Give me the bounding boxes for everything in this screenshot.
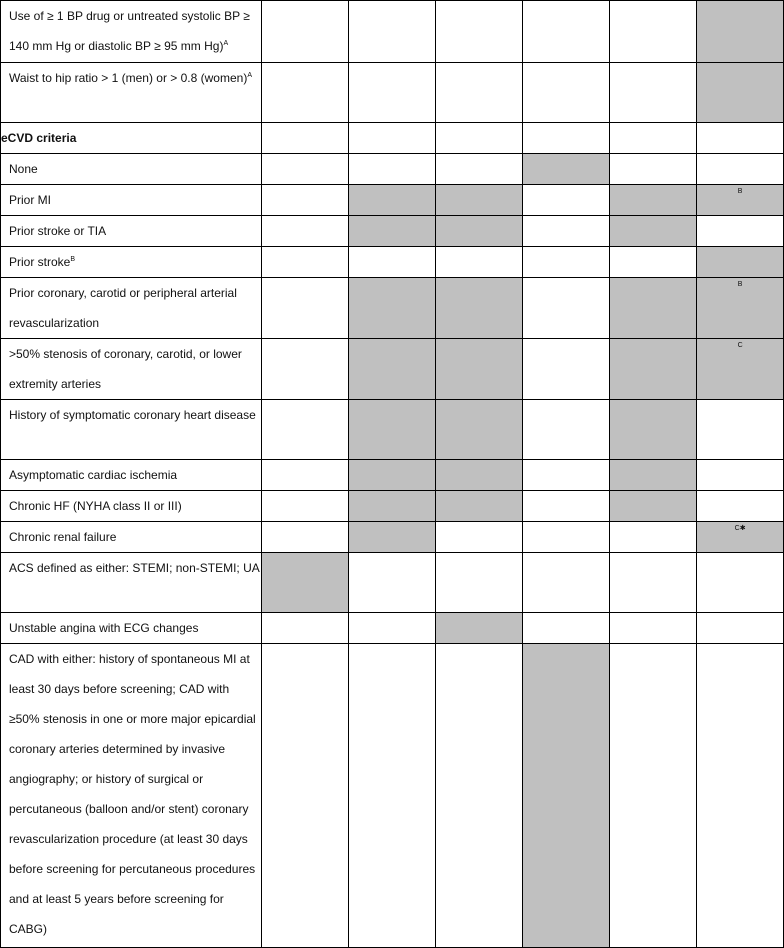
empty-cell [262, 613, 349, 644]
empty-cell [349, 1, 436, 63]
empty-cell [610, 1, 697, 63]
shaded-cell [697, 278, 784, 339]
empty-cell [522, 185, 610, 216]
criterion-label-cell [1, 491, 262, 522]
shaded-cell [610, 491, 697, 522]
criterion-label-cell [1, 185, 262, 216]
criterion-label [1, 185, 261, 215]
cell-footnote-marker: B [737, 281, 743, 288]
shaded-cell [435, 216, 522, 247]
criterion-text: Chronic renal failure [9, 530, 117, 544]
criterion-label-cell [1, 522, 262, 553]
empty-cell [262, 339, 349, 400]
empty-cell [435, 1, 522, 63]
criterion-label [1, 400, 261, 430]
criterion-label-cell [1, 339, 262, 400]
empty-cell [262, 123, 349, 154]
empty-cell [262, 216, 349, 247]
footnote-marker: A [223, 40, 229, 47]
criterion-label [1, 216, 261, 246]
empty-cell [262, 278, 349, 339]
empty-cell [349, 644, 436, 948]
empty-cell [697, 400, 784, 460]
criterion-label-cell [1, 553, 262, 613]
empty-cell [522, 123, 610, 154]
empty-cell [435, 154, 522, 185]
criterion-label-cell [1, 1, 262, 63]
shaded-cell [349, 491, 436, 522]
criterion-label [1, 247, 261, 277]
criterion-label [1, 278, 261, 338]
empty-cell [610, 247, 697, 278]
shaded-cell [610, 216, 697, 247]
shaded-cell [697, 185, 784, 216]
shaded-cell [262, 553, 349, 613]
table-row [1, 644, 784, 948]
empty-cell [435, 247, 522, 278]
table-row [1, 63, 784, 123]
criterion-text: Unstable angina with ECG changes [9, 621, 199, 635]
criterion-text: ACS defined as either: STEMI; non-STEMI; UA [9, 561, 260, 575]
empty-cell [697, 216, 784, 247]
criterion-text: eCVD criteria [1, 131, 77, 145]
criterion-text: History of symptomatic coronary heart disease [9, 408, 256, 422]
criterion-text: None [9, 162, 38, 176]
empty-cell [522, 63, 610, 123]
empty-cell [610, 644, 697, 948]
criterion-label [1, 553, 261, 583]
empty-cell [349, 247, 436, 278]
table-row [1, 247, 784, 278]
empty-cell [697, 123, 784, 154]
empty-cell [522, 247, 610, 278]
shaded-cell [349, 522, 436, 553]
shaded-cell [610, 400, 697, 460]
criterion-text: Asymptomatic cardiac ischemia [9, 468, 178, 482]
empty-cell [697, 553, 784, 613]
empty-cell [522, 1, 610, 63]
empty-cell [262, 63, 349, 123]
criterion-text: >50% stenosis of coronary, carotid, or lower extremity arteries [9, 347, 242, 391]
table-row [1, 460, 784, 491]
empty-cell [349, 613, 436, 644]
empty-cell [697, 460, 784, 491]
shaded-cell [610, 278, 697, 339]
shaded-cell [349, 339, 436, 400]
cell-footnote-marker: C [737, 342, 743, 349]
empty-cell [435, 522, 522, 553]
empty-cell [522, 613, 610, 644]
empty-cell [697, 154, 784, 185]
empty-cell [262, 400, 349, 460]
empty-cell [522, 491, 610, 522]
criterion-text: Prior MI [9, 193, 51, 207]
criterion-text: Prior coronary, carotid or peripheral arterial revascularization [9, 286, 237, 330]
footnote-marker: A [247, 72, 252, 79]
shaded-cell [610, 339, 697, 400]
empty-cell [349, 123, 436, 154]
shaded-cell [522, 154, 610, 185]
shaded-cell [435, 460, 522, 491]
empty-cell [349, 154, 436, 185]
shaded-cell [349, 278, 436, 339]
criterion-text: Waist to hip ratio > 1 (men) or > 0.8 (women) [9, 71, 248, 85]
criterion-text: Chronic HF (NYHA class II or III) [9, 499, 182, 513]
empty-cell [262, 1, 349, 63]
criterion-label [1, 63, 261, 93]
empty-cell [610, 63, 697, 123]
section-header [1, 123, 261, 153]
criterion-label [1, 339, 261, 399]
empty-cell [610, 553, 697, 613]
empty-cell [262, 522, 349, 553]
table-row [1, 1, 784, 63]
criterion-label-cell [1, 460, 262, 491]
criterion-label-cell [1, 247, 262, 278]
empty-cell [435, 63, 522, 123]
criterion-text: CAD with either: history of spontaneous MI at least 30 days before screening; CAD with ≥50% stenosis in one or more major epicardial coronary arteries determined by invasive angiography; or history of surgical or percutaneous (balloon and/or stent) coronary revascularization procedure (at least 30 days before screening for percutaneous procedures and at least 5 years before screening for CABG) [9, 652, 256, 936]
table-row [1, 339, 784, 400]
criterion-text: Prior stroke [9, 255, 71, 269]
shaded-cell [697, 63, 784, 123]
criterion-label [1, 460, 261, 490]
empty-cell [262, 644, 349, 948]
criterion-label-cell [1, 154, 262, 185]
footnote-marker: B [70, 256, 76, 263]
shaded-cell [435, 400, 522, 460]
shaded-cell [435, 491, 522, 522]
criteria-table-body [1, 1, 784, 948]
shaded-cell [349, 460, 436, 491]
criterion-label [1, 1, 261, 61]
empty-cell [262, 460, 349, 491]
empty-cell [697, 491, 784, 522]
table-row [1, 522, 784, 553]
table-row [1, 613, 784, 644]
empty-cell [697, 644, 784, 948]
cell-footnote-marker: B [737, 188, 743, 195]
empty-cell [262, 247, 349, 278]
empty-cell [349, 553, 436, 613]
shaded-cell [697, 247, 784, 278]
empty-cell [262, 185, 349, 216]
empty-cell [610, 154, 697, 185]
criterion-label [1, 644, 261, 944]
shaded-cell [349, 216, 436, 247]
criterion-label-cell [1, 400, 262, 460]
empty-cell [522, 278, 610, 339]
shaded-cell [435, 185, 522, 216]
table-row [1, 553, 784, 613]
table-row [1, 400, 784, 460]
empty-cell [522, 522, 610, 553]
empty-cell [435, 644, 522, 948]
criterion-label [1, 522, 261, 552]
empty-cell [697, 613, 784, 644]
empty-cell [262, 491, 349, 522]
criterion-text: Use of ≥ 1 BP drug or untreated systolic BP ≥ 140 mm Hg or diastolic BP ≥ 95 mm Hg) [9, 9, 250, 53]
cell-footnote-marker: C✱ [734, 525, 746, 532]
criterion-label [1, 491, 261, 521]
shaded-cell [610, 460, 697, 491]
empty-cell [522, 400, 610, 460]
shaded-cell [349, 400, 436, 460]
shaded-cell [697, 339, 784, 400]
empty-cell [262, 154, 349, 185]
criterion-label-cell [1, 63, 262, 123]
table-row [1, 185, 784, 216]
criterion-label-cell [1, 644, 262, 948]
criterion-text: Prior stroke or TIA [9, 224, 107, 238]
empty-cell [610, 123, 697, 154]
criterion-label-cell [1, 613, 262, 644]
table-row [1, 278, 784, 339]
empty-cell [522, 460, 610, 491]
shaded-cell [610, 185, 697, 216]
criterion-label [1, 154, 261, 184]
shaded-cell [435, 278, 522, 339]
shaded-cell [435, 339, 522, 400]
table-row [1, 123, 784, 154]
criterion-label [1, 613, 261, 643]
empty-cell [349, 63, 436, 123]
table-row [1, 216, 784, 247]
section-header-cell [1, 123, 262, 154]
shaded-cell [349, 185, 436, 216]
shaded-cell [435, 613, 522, 644]
criterion-label-cell [1, 216, 262, 247]
criterion-label-cell [1, 278, 262, 339]
empty-cell [522, 339, 610, 400]
empty-cell [522, 553, 610, 613]
table-row [1, 154, 784, 185]
shaded-cell [697, 1, 784, 63]
empty-cell [522, 216, 610, 247]
shaded-cell [697, 522, 784, 553]
empty-cell [435, 123, 522, 154]
table-row [1, 491, 784, 522]
empty-cell [610, 522, 697, 553]
empty-cell [610, 613, 697, 644]
empty-cell [435, 553, 522, 613]
shaded-cell [522, 644, 610, 948]
